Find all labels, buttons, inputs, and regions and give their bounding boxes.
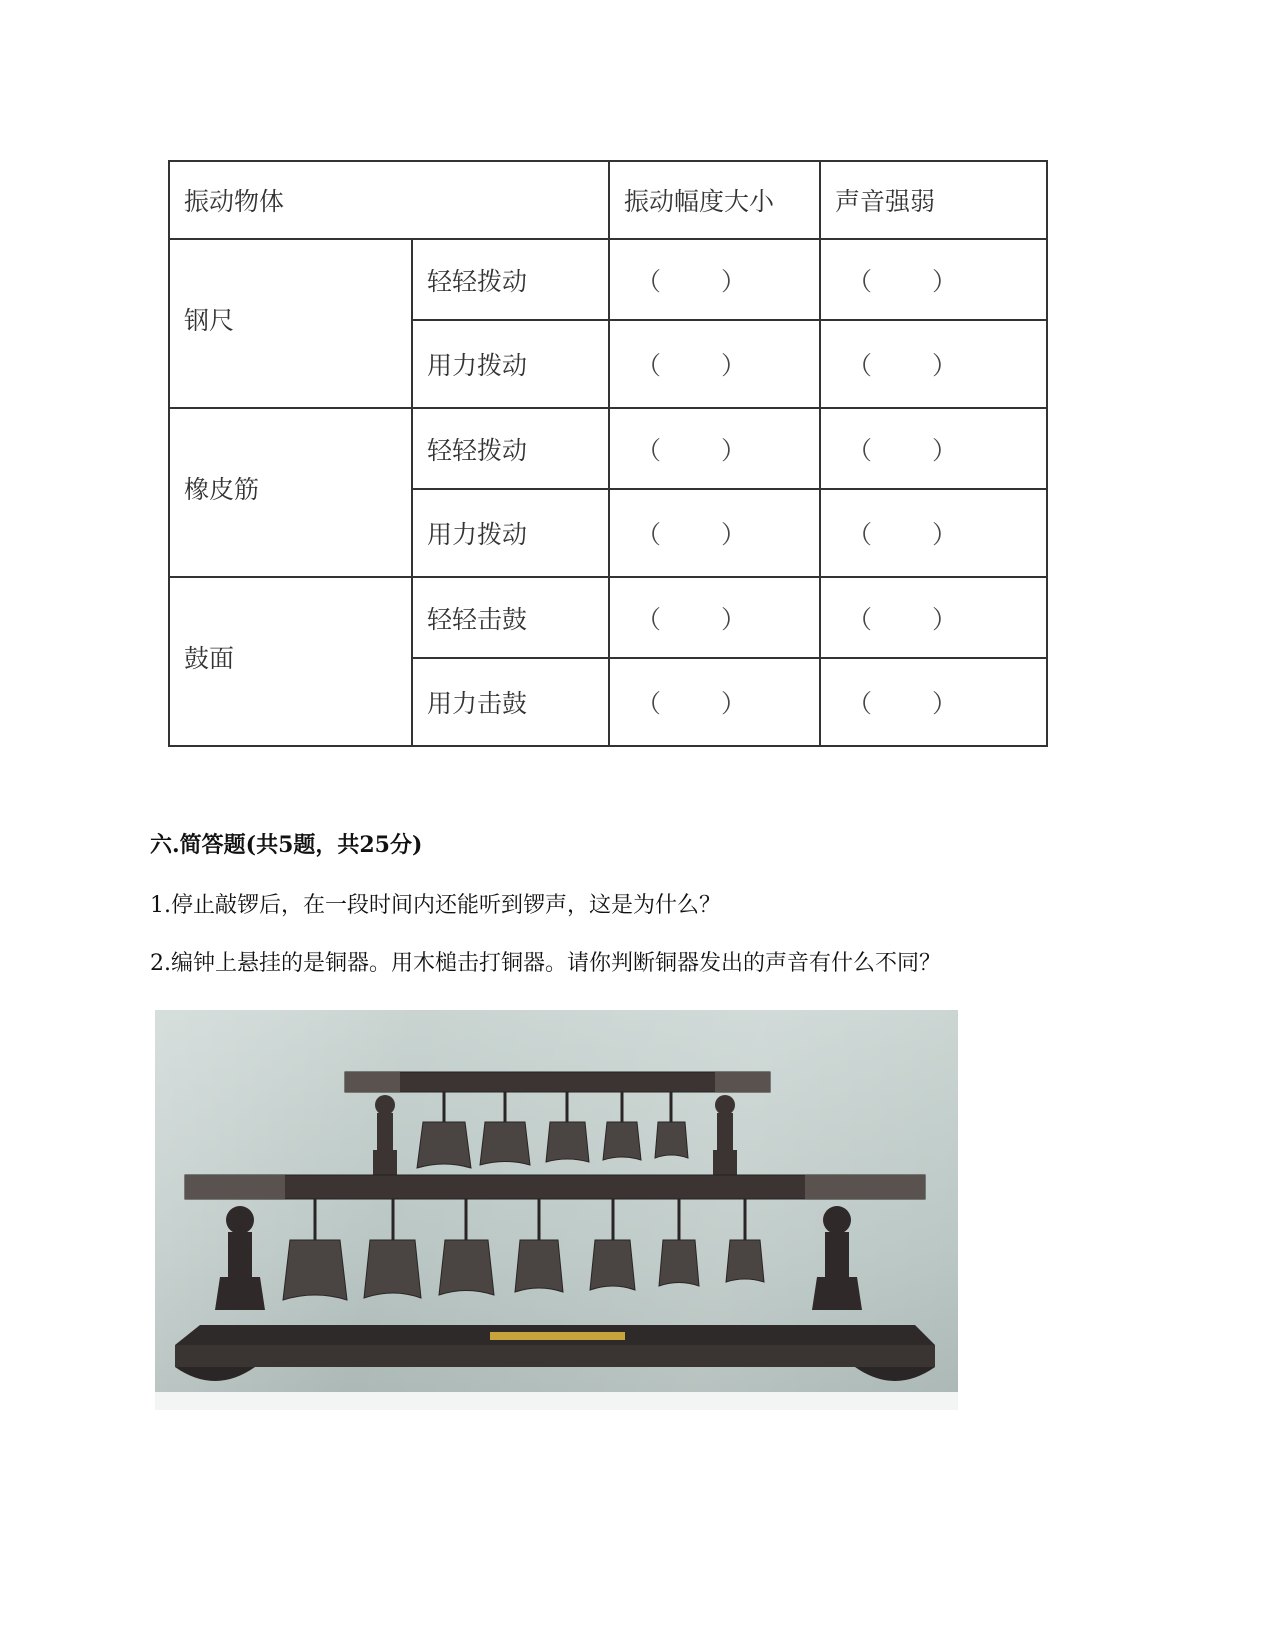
amplitude-blank[interactable]: （ ） [609, 658, 820, 746]
loudness-blank[interactable]: （ ） [820, 408, 1047, 489]
amplitude-blank[interactable]: （ ） [609, 408, 820, 489]
object-rubber-band: 橡皮筋 [169, 408, 412, 577]
vibration-table [168, 160, 1048, 747]
object-drumhead: 鼓面 [169, 577, 412, 746]
amplitude-blank[interactable]: （ ） [609, 320, 820, 408]
amplitude-blank[interactable]: （ ） [609, 577, 820, 658]
question-2: 2.编钟上悬挂的是铜器。用木槌击打铜器。请你判断铜器发出的声音有什么不同？ [150, 951, 941, 976]
loudness-blank[interactable]: （ ） [820, 489, 1047, 577]
loudness-blank[interactable]: （ ） [820, 320, 1047, 408]
action-cell: 轻轻击鼓 [412, 577, 609, 658]
loudness-blank[interactable]: （ ） [820, 577, 1047, 658]
action-cell: 轻轻拨动 [412, 408, 609, 489]
action-cell: 用力拨动 [412, 489, 609, 577]
bianzhong-illustration [155, 1010, 958, 1410]
header-object: 振动物体 [169, 161, 609, 239]
header-loudness: 声音强弱 [820, 161, 1047, 239]
action-cell: 轻轻拨动 [412, 239, 609, 320]
object-ruler: 钢尺 [169, 239, 412, 408]
bianzhong-photo [155, 1010, 958, 1410]
amplitude-blank[interactable]: （ ） [609, 489, 820, 577]
header-amplitude: 振动幅度大小 [609, 161, 820, 239]
section-title: 六.简答题(共5题，共25分) [150, 832, 423, 858]
loudness-blank[interactable]: （ ） [820, 239, 1047, 320]
amplitude-blank[interactable]: （ ） [609, 239, 820, 320]
action-cell: 用力击鼓 [412, 658, 609, 746]
loudness-blank[interactable]: （ ） [820, 658, 1047, 746]
action-cell: 用力拨动 [412, 320, 609, 408]
question-1: 1.停止敲锣后，在一段时间内还能听到锣声，这是为什么？ [150, 893, 721, 918]
